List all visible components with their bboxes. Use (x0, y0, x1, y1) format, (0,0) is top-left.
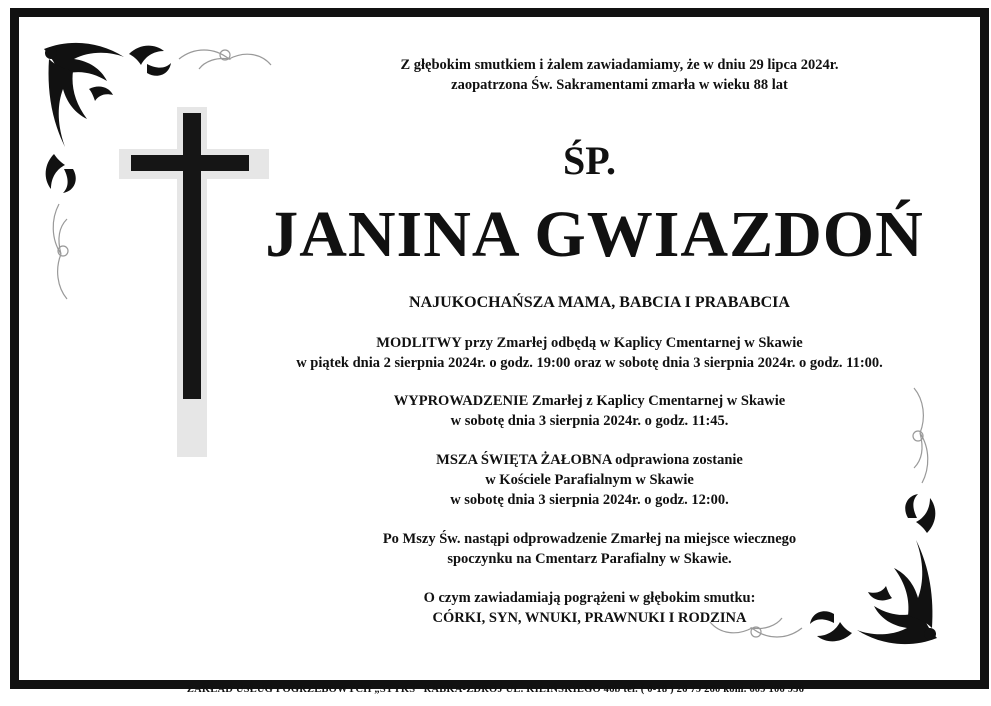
section-line: CÓRKI, SYN, WNUKI, PRAWNUKI I RODZINA (432, 610, 747, 626)
section-line: w sobotę dnia 3 sierpnia 2024r. o godz. 12:00. (450, 492, 729, 508)
section-line: w Kościele Parafialnym w Skawie (485, 472, 694, 488)
funeral-home-footer: ZAKŁAD USŁUG POGRZEBOWYCH „STYKS” RABKA-ZDRÓJ UL. KILIŃSKIEGO 46b tel. ( 0-18 ) 26 79 260 kom. 609 106 956 (186, 684, 805, 695)
intro-line-1: Z głębokim smutkiem i żalem zawiadamiamy, że w dniu 29 lipca 2024r. (400, 57, 839, 73)
obituary-frame (10, 8, 989, 689)
procession-section (199, 391, 980, 431)
deceased-name: JANINA GWIAZDOŃ (265, 198, 924, 271)
section-line: WYPROWADZENIE Zmarłej z Kaplicy Cmentarnej w Skawie (393, 393, 786, 409)
burial-section (199, 529, 980, 569)
intro-line-2: zaopatrzona Św. Sakramentami zmarła w wieku 88 lat (451, 77, 788, 93)
mass-section (199, 450, 980, 510)
section-line: MSZA ŚWIĘTA ŻAŁOBNA odprawiona zostanie (436, 452, 743, 468)
section-line: w sobotę dnia 3 sierpnia 2024r. o godz. 11:45. (450, 413, 729, 429)
section-line: spoczynku na Cmentarz Parafialny w Skawie. (447, 551, 732, 567)
title-prefix: ŚP. (562, 138, 616, 183)
intro-text (299, 55, 940, 95)
prayer-section (199, 333, 980, 373)
section-line: Po Mszy Św. nastąpi odprowadzenie Zmarłej na miejsce wiecznego (382, 531, 797, 547)
relation-line: NAJUKOCHAŃSZA MAMA, BABCIA I PRABABCIA (409, 294, 790, 311)
section-line: w piątek dnia 2 sierpnia 2024r. o godz. 19:00 oraz w sobotę dnia 3 sierpnia 2024r. o godz. 11:00. (296, 355, 883, 371)
mourners-section (199, 588, 980, 628)
section-line: O czym zawiadamiają pogrążeni w głębokim smutku: (423, 590, 756, 606)
section-line: MODLITWY przy Zmarłej odbędą w Kaplicy Cmentarnej w Skawie (376, 335, 803, 351)
